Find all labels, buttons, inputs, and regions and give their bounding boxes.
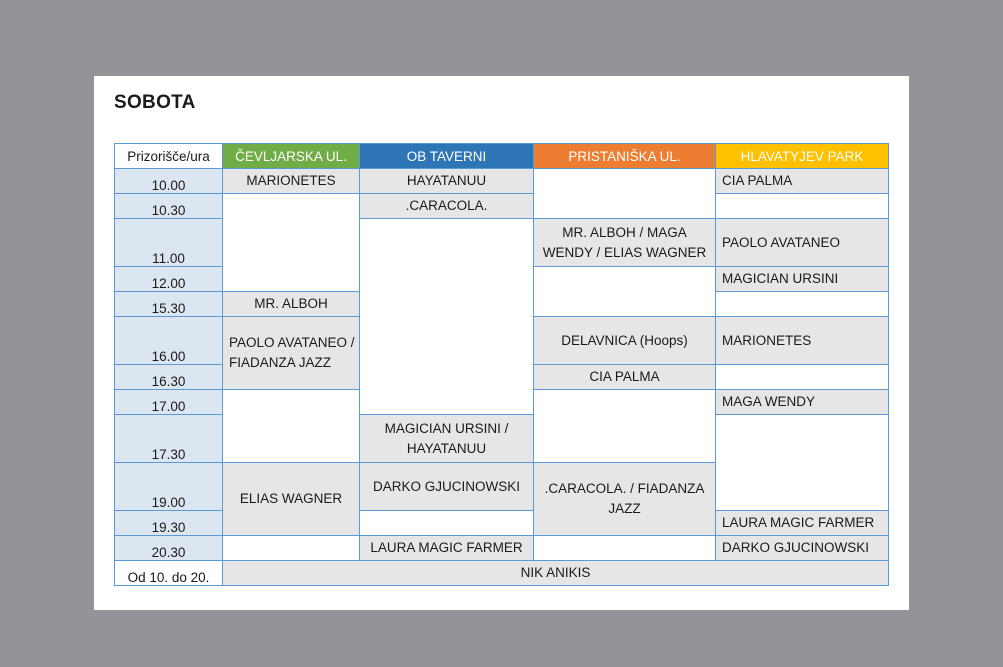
time-cell: 17.00 <box>115 390 223 415</box>
time-cell: 10.30 <box>115 194 223 219</box>
header-row <box>115 144 889 169</box>
table-row <box>115 536 889 561</box>
empty-cell <box>534 536 716 561</box>
empty-cell <box>716 365 889 390</box>
page-title: SOBOTA <box>114 92 196 113</box>
event-cell: PAOLO AVATANEO / FIADANZA JAZZ <box>223 317 360 390</box>
event-cell: LAURA MAGIC FARMER <box>716 511 889 536</box>
time-cell: 16.30 <box>115 365 223 390</box>
event-cell: MAGICIAN URSINI <box>716 267 889 292</box>
schedule-table <box>114 143 889 586</box>
event-cell: CIA PALMA <box>534 365 716 390</box>
time-cell: 19.00 <box>115 463 223 511</box>
event-cell: DARKO GJUCINOWSKI <box>716 536 889 561</box>
event-cell: HAYATANUU <box>360 169 534 194</box>
event-cell: MR. ALBOH / MAGA WENDY / ELIAS WAGNER <box>534 219 716 267</box>
empty-cell <box>223 194 360 292</box>
empty-cell <box>360 219 534 415</box>
all-day-event-cell: NIK ANIKIS <box>223 561 889 586</box>
event-cell: MARIONETES <box>223 169 360 194</box>
event-cell: LAURA MAGIC FARMER <box>360 536 534 561</box>
table-row <box>115 169 889 194</box>
event-cell: ELIAS WAGNER <box>223 463 360 536</box>
empty-cell <box>223 390 360 463</box>
event-cell: CIA PALMA <box>716 169 889 194</box>
table-row <box>115 194 889 219</box>
event-cell: PAOLO AVATANEO <box>716 219 889 267</box>
event-cell: .CARACOLA. / FIADANZA JAZZ <box>534 463 716 536</box>
empty-cell <box>716 415 889 511</box>
event-cell: .CARACOLA. <box>360 194 534 219</box>
venue-header-pristaniska: PRISTANIŠKA UL. <box>534 144 716 169</box>
time-cell: 19.30 <box>115 511 223 536</box>
empty-cell <box>360 511 534 536</box>
time-cell: 15.30 <box>115 292 223 317</box>
venue-header-ob-taverni: OB TAVERNI <box>360 144 534 169</box>
event-cell: MAGA WENDY <box>716 390 889 415</box>
time-cell: Od 10. do 20. <box>115 561 223 586</box>
time-cell: 17.30 <box>115 415 223 463</box>
empty-cell <box>716 194 889 219</box>
time-cell: 12.00 <box>115 267 223 292</box>
event-cell: MARIONETES <box>716 317 889 365</box>
event-cell: DARKO GJUCINOWSKI <box>360 463 534 511</box>
time-cell: 16.00 <box>115 317 223 365</box>
header-corner: Prizorišče/ura <box>115 144 223 169</box>
empty-cell <box>223 536 360 561</box>
time-cell: 20.30 <box>115 536 223 561</box>
event-cell: DELAVNICA (Hoops) <box>534 317 716 365</box>
empty-cell <box>534 390 716 463</box>
venue-header-hlavatyjev: HLAVATYJEV PARK <box>716 144 889 169</box>
empty-cell <box>534 267 716 317</box>
event-cell: MAGICIAN URSINI / HAYATANUU <box>360 415 534 463</box>
event-cell: MR. ALBOH <box>223 292 360 317</box>
empty-cell <box>534 169 716 219</box>
table-row <box>115 561 889 586</box>
empty-cell <box>716 292 889 317</box>
time-cell: 11.00 <box>115 219 223 267</box>
venue-header-cevljarska: ČEVLJARSKA UL. <box>223 144 360 169</box>
time-cell: 10.00 <box>115 169 223 194</box>
